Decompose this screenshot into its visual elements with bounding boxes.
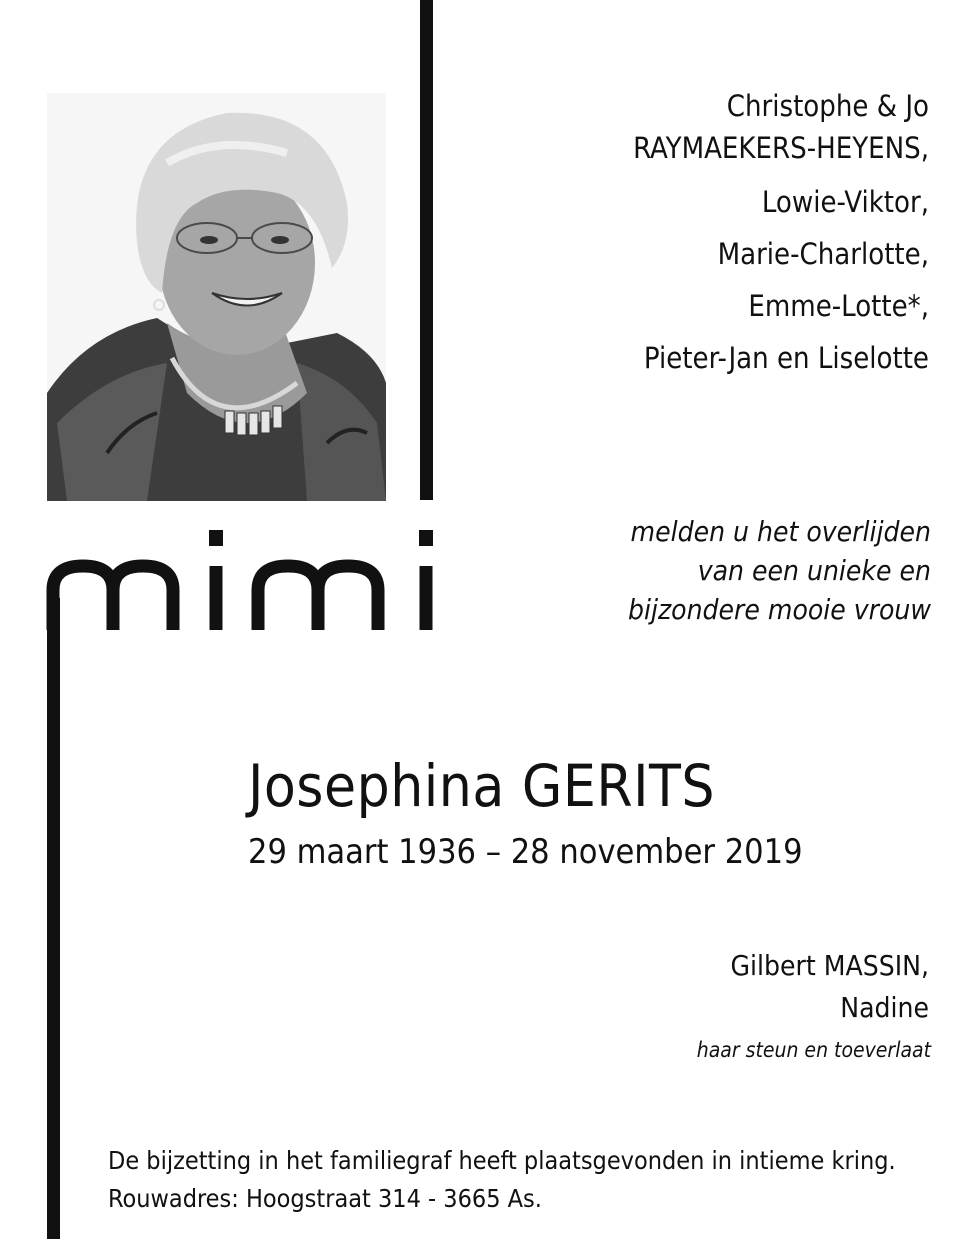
portrait-photo — [47, 93, 386, 501]
family-line-4: Marie-Charlotte, — [717, 237, 929, 271]
announcement-line-3: bijzondere mooie vrouw — [627, 593, 931, 626]
funeral-line-1: De bijzetting in het familiegraf heeft plaatsgevonden in intieme kring. — [108, 1146, 896, 1175]
family-line-3: Lowie-Viktor, — [761, 185, 929, 219]
funeral-info — [108, 1142, 896, 1218]
funeral-line-2: Rouwadres: Hoogstraat 314 - 3665 As. — [108, 1184, 542, 1213]
partner-list — [731, 945, 929, 1029]
family-list — [633, 86, 929, 384]
announcement — [628, 512, 931, 629]
announcement-line-2: van een unieke en — [697, 554, 931, 587]
life-dates: 29 maart 1936 – 28 november 2019 — [248, 832, 803, 872]
nickname-lettering — [45, 520, 445, 640]
partner-line-2: Nadine — [840, 991, 929, 1024]
partner-line-1: Gilbert MASSIN, — [730, 949, 929, 982]
family-line-1: Christophe & Jo — [726, 89, 929, 123]
family-line-6: Pieter-Jan en Liselotte — [643, 341, 929, 375]
deceased-name: Josephina GERITS — [248, 752, 715, 820]
family-line-2: RAYMAEKERS-HEYENS, — [633, 131, 929, 165]
partner-note: haar steun en toeverlaat — [696, 1038, 931, 1062]
announcement-line-1: melden u het overlijden — [630, 515, 931, 548]
portrait-illustration — [47, 93, 386, 501]
nickname-logo — [45, 520, 445, 640]
family-line-5: Emme-Lotte*, — [748, 289, 929, 323]
vertical-divider-left — [47, 598, 60, 1239]
vertical-divider-top — [420, 0, 433, 500]
